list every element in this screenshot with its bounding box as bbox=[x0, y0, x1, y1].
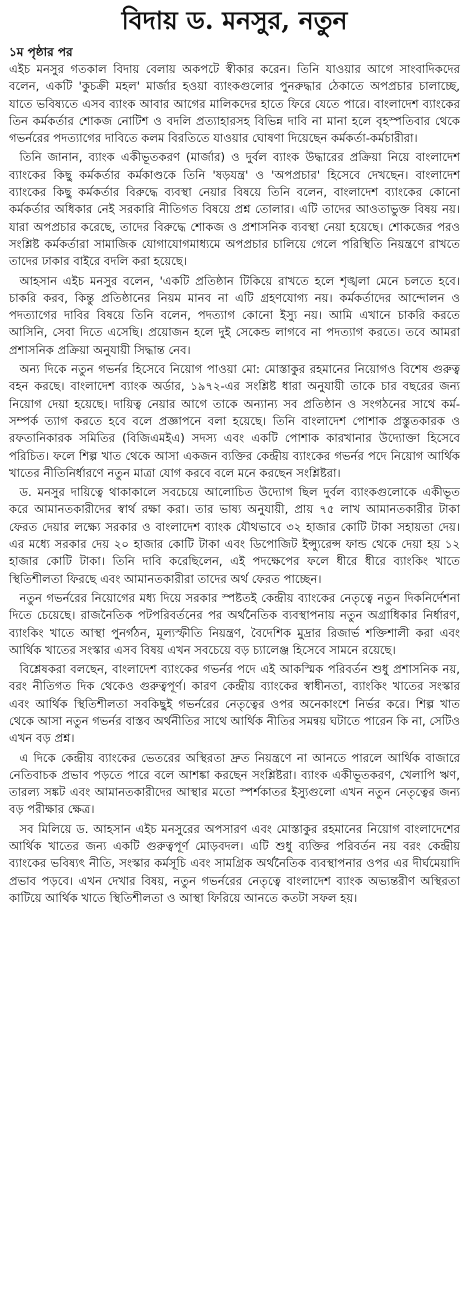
headline: বিদায় ড. মনসুর, নতুন bbox=[121, 6, 348, 35]
article-paragraph-4: অন্য দিকে নতুন গভর্নর হিসেবে নিয়োগ পাওয়া মো: মোস্তাকুর রহমানের নিয়োগও বিশেষ গুরুত্ব বহন করছে। বাংলাদেশ ব্যাংক অর্ডার, ১৯৭২-এর সংশ্লিষ্ট ধারা অনুযায়ী তাকে চার বছরের জন্য নিয়োগ দেয়া হয়েছে। দায়িত্ব নেয়ার আগে তাকে অন্যান্য সব প্রতিষ্ঠান ও সংগঠনের সাথে কর্ম-সম্পর্ক ত্যাগ করতে হবে বলে প্রজ্ঞাপনে বলা হয়েছে। তিনি বাংলাদেশ পোশাক প্রস্তুতকারক ও রফতানিকারক সমিতির (বিজিএমইএ) সদস্য এবং একটি পোশাক কারখানার উদ্যোক্তা হিসেবে পরিচিত। ফলে শিল্প খাত থেকে আসা একজন ব্যক্তির কেন্দ্রীয় ব্যাংকের গভর্নর পদে নিয়োগ আর্থিক খাতের নীতিনির্ধারণে নতুন মাত্রা যোগ করবে বলে মনে করছেন সংশ্লিষ্টরা। bbox=[9, 362, 460, 480]
article-paragraph-7: বিশ্লেষকরা বলছেন, বাংলাদেশ ব্যাংকের গভর্নর পদে এই আকস্মিক পরিবর্তন শুধু প্রশাসনিক নয়, বরং নীতিগত দিক থেকেও গুরুত্বপূর্ণ। কারণ কেন্দ্রীয় ব্যাংকের স্বাধীনতা, ব্যাংকিং খাতের সংস্কার এবং আর্থিক স্থিতিশীলতা সবকিছুই গভর্নরের নেতৃত্বের ওপর অনেকাংশে নির্ভর করে। শিল্প খাত থেকে আসা নতুন গভর্নর বাস্তব অর্থনীতির সাথে আর্থিক নীতির সমন্বয় ঘটাতে পারেন কি না, সেটিও এখন বড় প্রশ্ন। bbox=[9, 662, 460, 746]
article-paragraph-6: নতুন গভর্নরের নিয়োগের মধ্য দিয়ে সরকার স্পষ্টতই কেন্দ্রীয় ব্যাংকের নেতৃত্বে নতুন দিকনির্দেশনা দিতে চেয়েছে। রাজনৈতিক পটপরিবর্তনের পর অর্থনৈতিক ব্যবস্থাপনায় নতুন অগ্রাধিকার নির্ধারণ, ব্যাংকিং খাতে আস্থা পুনর্গঠন, মূল্যস্ফীতি নিয়ন্ত্রণ, বৈদেশিক মুদ্রার রিজার্ভ শক্তিশালী করা এবং আর্থিক খাতের সংস্কার এসব বিষয় এখন সবচেয়ে বড় চ্যালেঞ্জ হিসেবে সামনে রয়েছে। bbox=[9, 590, 460, 657]
article-paragraph-2: তিনি জানান, ব্যাংক একীভূতকরণ (মার্জার) ও দুর্বল ব্যাংক উদ্ধারের প্রক্রিয়া নিয়ে বাংলাদেশ ব্যাংকের কিছু কর্মকর্তার কর্মকাণ্ডকে তিনি 'ষড়যন্ত্র' ও 'অপপ্রচার' হিসেবে দেখছেন। বাংলাদেশ ব্যাংকের কিছু কর্মকর্তার বিরুদ্ধে ব্যবস্থা নেয়ার বিষয়ে তিনি বলেন, বাংলাদেশ ব্যাংকের কোনো কর্মকর্তার অধিকার নেই সরকারি নীতিগত বিষয়ে প্রশ্ন তোলার। এটি তাদের আওতাভুক্ত বিষয় নয়। যারা অপপ্রচার করেছে, তাদের বিরুদ্ধে শোকজ ও প্রশাসনিক ব্যবস্থা নেয়া হয়েছে। শোকজের পরও সংশ্লিষ্ট কর্মকর্তারা সামাজিক যোগাযোগমাধ্যমে অপপ্রচার চালিয়ে গেলে পরিস্থিতি নিয়ন্ত্রণে রাখতে তাদের ঢাকার বাইরে বদলি করা হয়েছে। bbox=[9, 150, 460, 269]
continued-from-page-label: ১ম পৃষ্ঠার পর bbox=[9, 45, 73, 59]
article-paragraph-5: ড. মনসুর দায়িত্বে থাকাকালে সবচেয়ে আলোচিত উদ্যোগ ছিল দুর্বল ব্যাংকগুলোকে একীভূত করে আমানতকারীদের স্বার্থ রক্ষা করা। তার ভাষ্য অনুযায়ী, প্রায় ৭৫ লাখ আমানতকারীর টাকা ফেরত দেয়ার লক্ষ্যে সরকার ও বাংলাদেশ ব্যাংক যৌথভাবে ৩২ হাজার কোটি টাকা সহায়তা দেয়। এর মধ্যে সরকার দেয় ২০ হাজার কোটি টাকা এবং ডিপোজিট ইন্স্যুরেন্স ফান্ড থেকে দেয়া হয় ১২ হাজার কোটি টাকা। তিনি দাবি করেছিলেন, এই পদক্ষেপের ফলে ধীরে ধীরে ব্যাংকিং খাতে স্থিতিশীলতা ফিরছে এবং আমানতকারীরা তাদের অর্থ ফেরত পাচ্ছেন। bbox=[9, 485, 460, 586]
article-paragraph-1: এইচ মনসুর গতকাল বিদায় বেলায় অকপটে স্বীকার করেন। তিনি যাওয়ার আগে সাংবাদিকদের বলেন, একটি 'কুচক্রী মহল' মার্জার হওয়া ব্যাংকগুলোর পুনরুদ্ধার ঠেকাতে অপপ্রচার চালাচ্ছে, যাতে ভবিষ্যতে এসব ব্যাংক আবার আগের মালিকদের হাতে ফিরে যেতে পারে। বাংলাদেশ ব্যাংকের তিন কর্মকর্তার শোকজ নোটিশ ও বদলি প্রত্যাহারসহ বিভিন্ন দাবি না মানা হলে বৃহস্পতিবার থেকে গভর্নরের পদত্যাগের দাবিতে কলম বিরতিতে যাওয়ার ঘোষণা দিয়েছেন কর্মকর্তা-কর্মচারীরা। bbox=[9, 62, 460, 146]
article-body bbox=[9, 61, 460, 907]
article-paragraph-3: আহসান এইচ মনসুর বলেন, 'একটি প্রতিষ্ঠান টিকিয়ে রাখতে হলে শৃঙ্খলা মেনে চলতে হবে। চাকরি করব, কিন্তু প্রতিষ্ঠানের নিয়ম মানব না এটি গ্রহণযোগ্য নয়। কর্মকর্তাদের আন্দোলন ও পদত্যাগের দাবির বিষয়ে তিনি বলেন, পদত্যাগ কোনো ইস্যু নয়। আমি এখানে চাকরি করতে আসিনি, সেবা দিতে এসেছি। প্রয়োজন হলে দুই সেকেন্ড লাগবে না পদত্যাগ করতে। তবে আমরা প্রশাসনিক প্রক্রিয়া অনুযায়ী সিদ্ধান্ত নেব। bbox=[9, 273, 460, 357]
article-paragraph-9: সব মিলিয়ে ড. আহসান এইচ মনসুরের অপসারণ এবং মোস্তাকুর রহমানের নিয়োগ বাংলাদেশের আর্থিক খাতের জন্য একটি গুরুত্বপূর্ণ মোড়বদল। এটি শুধু ব্যক্তির পরিবর্তন নয় বরং কেন্দ্রীয় ব্যাংকের ভবিষ্যৎ নীতি, সংস্কার কর্মসূচি এবং সামগ্রিক অর্থনৈতিক ব্যবস্থাপনার ওপর এর দীর্ঘমেয়াদি প্রভাব পড়বে। এখন দেখার বিষয়, নতুন গভর্নরের নেতৃত্বে বাংলাদেশ ব্যাংক অভ্যন্তরীণ অস্থিরতা কাটিয়ে আর্থিক খাতে স্থিতিশীলতা ও আস্থা ফিরিয়ে আনতে কতটা সফল হয়। bbox=[9, 821, 460, 905]
article-paragraph-8: এ দিকে কেন্দ্রীয় ব্যাংকের ভেতরের অস্থিরতা দ্রুত নিয়ন্ত্রণে না আনতে পারলে আর্থিক বাজারে নেতিবাচক প্রভাব পড়তে পারে বলে আশঙ্কা করছেন সংশ্লিষ্টরা। ব্যাংক একীভূতকরণ, খেলাপি ঋণ, তারল্য সঙ্কট এবং আমানতকারীদের আস্থার মতো স্পর্শকাতর ইস্যুগুলো এখন নতুন নেতৃত্বের জন্য বড় পরীক্ষার ক্ষেত্র। bbox=[9, 750, 460, 817]
